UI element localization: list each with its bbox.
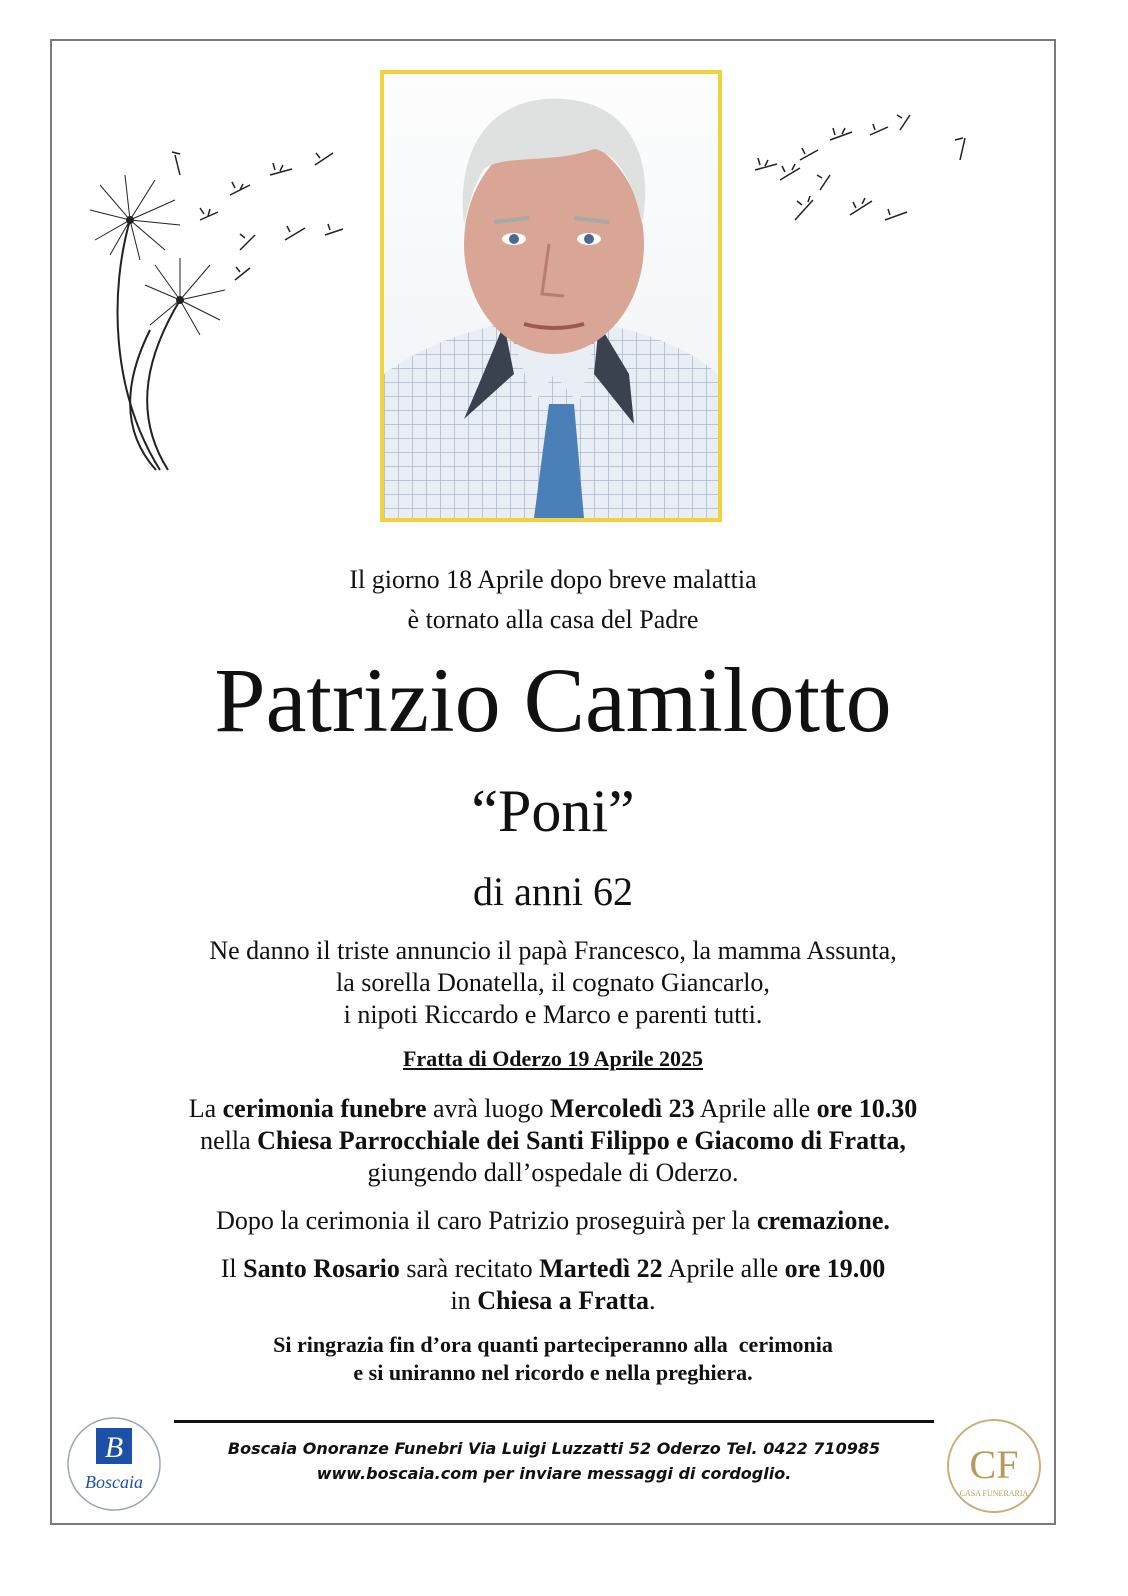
dandelion-left-illustration <box>80 130 360 480</box>
family-announcement <box>52 935 1054 1031</box>
ceremony-text: Aprile alle <box>694 1094 817 1123</box>
rosary-text: in <box>450 1286 478 1315</box>
footer-address: Boscaia Onoranze Funebri Via Luigi Luzzatti 52 Oderzo Tel. 0422 710985 <box>227 1439 881 1458</box>
place-date <box>52 1044 1054 1074</box>
casa-funeraria-logo <box>946 1418 1042 1514</box>
ceremony-text-bold: cerimonia funebre <box>222 1094 427 1123</box>
rosary-text: . <box>649 1286 656 1315</box>
ceremony-info <box>52 1093 1054 1189</box>
rosary-text: Il <box>220 1254 244 1283</box>
boscaia-logo-text: Boscaia <box>85 1472 143 1492</box>
rosary-info <box>52 1253 1054 1317</box>
footer-website: www.boscaia.com per inviare messaggi di cordoglio. <box>316 1464 792 1483</box>
ceremony-time: ore 10.30 <box>816 1094 918 1123</box>
rosary-date: Martedì 22 <box>539 1254 663 1283</box>
dandelion-seeds-illustration <box>750 110 990 240</box>
cremation-text: Dopo la cerimonia il caro Patrizio proseguirà per la <box>216 1206 757 1235</box>
cremation-text-bold: cremazione. <box>756 1206 890 1235</box>
footer-divider <box>174 1420 934 1423</box>
rosary-text: sarà recitato <box>399 1254 540 1283</box>
boscaia-logo <box>66 1416 162 1512</box>
ceremony-date: Mercoledì 23 <box>549 1094 695 1123</box>
casa-funeraria-monogram: CF <box>969 1442 1019 1487</box>
family-line: Ne danno il triste annuncio il papà Francesco, la mamma Assunta, <box>209 936 897 965</box>
casa-funeraria-text: CASA FUNERARIA <box>959 1489 1029 1498</box>
family-line: i nipoti Riccardo e Marco e parenti tutti. <box>343 1000 763 1029</box>
rosary-time: ore 19.00 <box>784 1254 886 1283</box>
footer-contact <box>174 1436 934 1486</box>
portrait-photo <box>380 70 722 522</box>
rosary-text-bold: Santo Rosario <box>243 1254 400 1283</box>
intro-line: Il giorno 18 Aprile dopo breve malattia <box>349 565 757 594</box>
deceased-name: Patrizio Camilotto <box>214 649 892 751</box>
intro-text <box>52 560 1054 640</box>
place-date-text: Fratta di Oderzo 19 Aprile 2025 <box>402 1046 703 1071</box>
boscaia-monogram: B <box>104 1431 124 1464</box>
deceased-nickname: “Poni” <box>471 778 635 844</box>
family-line: la sorella Donatella, il cognato Giancarlo, <box>336 968 770 997</box>
thanks-line: e si uniranno nel ricordo e nella preghiera. <box>353 1360 753 1385</box>
ceremony-text: giungendo dall’ospedale di Oderzo. <box>367 1158 739 1187</box>
intro-line: è tornato alla casa del Padre <box>407 605 699 634</box>
portrait-illustration <box>384 74 718 518</box>
cremation-info <box>52 1205 1054 1237</box>
ceremony-text: La <box>188 1094 223 1123</box>
ceremony-text: avrà luogo <box>426 1094 550 1123</box>
thanks-text <box>52 1331 1054 1387</box>
ceremony-church: Chiesa Parrocchiale dei Santi Filippo e Giacomo di Fratta, <box>257 1126 906 1155</box>
ceremony-text: nella <box>200 1126 258 1155</box>
deceased-age: di anni 62 <box>473 869 633 914</box>
rosary-text: Aprile alle <box>662 1254 785 1283</box>
thanks-line: Si ringrazia fin d’ora quanti parteciperanno alla cerimonia <box>273 1332 833 1357</box>
rosary-church: Chiesa a Fratta <box>477 1286 650 1315</box>
